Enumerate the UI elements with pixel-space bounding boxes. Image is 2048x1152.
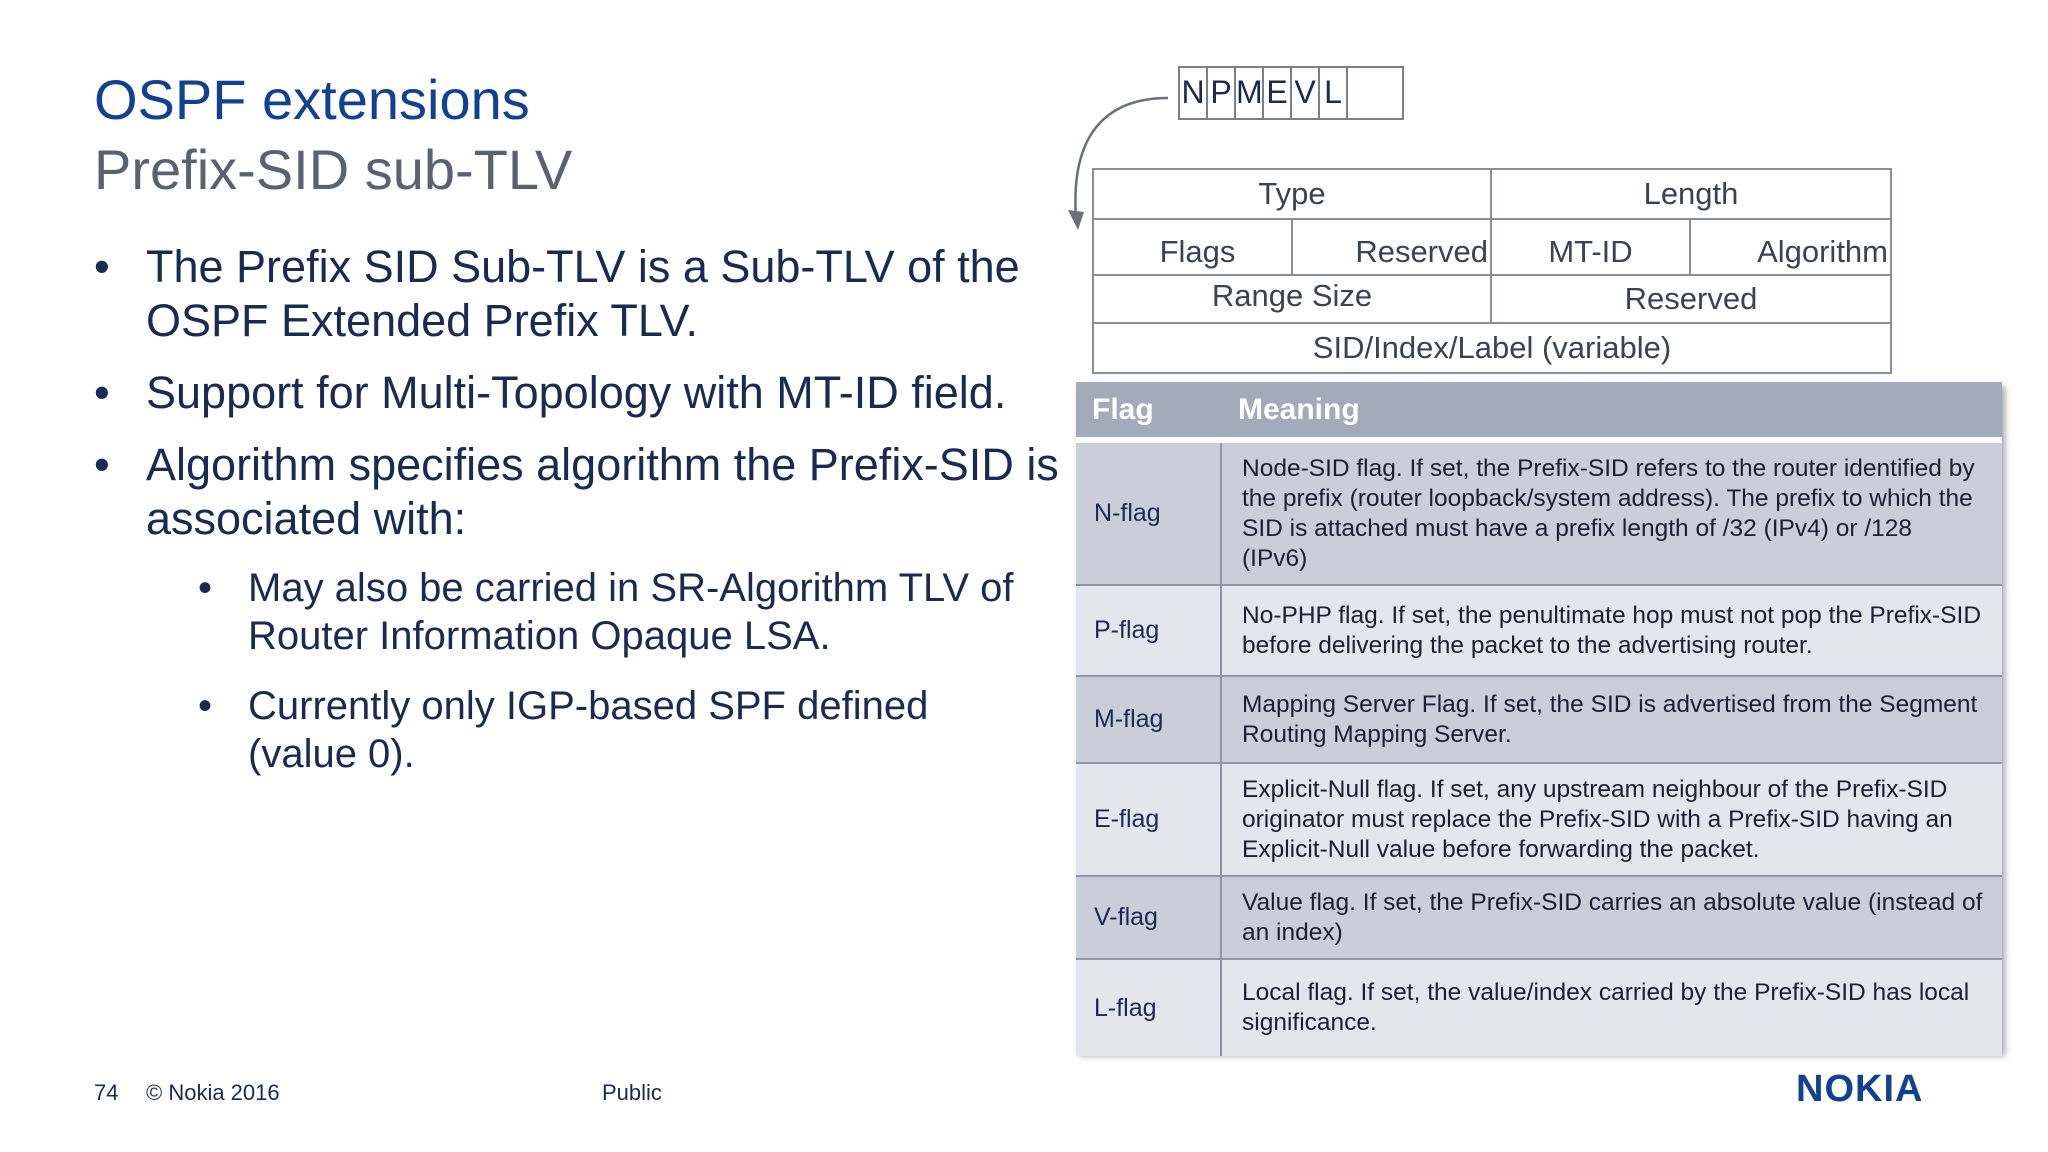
sub-bullet-text: May also be carried in SR-Algorithm TLV of Router Information Opaque LSA. — [248, 566, 1014, 658]
bullet-marker: • — [94, 439, 110, 490]
flag-bit-unused — [1348, 68, 1404, 118]
tlv-length: Length — [1643, 176, 1739, 211]
table-header — [1076, 382, 2002, 443]
slide-subtitle: Prefix-SID sub-TLV — [94, 138, 573, 201]
nokia-logo: NOKIA — [1796, 1068, 1924, 1110]
bullet-marker: • — [94, 367, 110, 418]
bullet-marker: • — [94, 241, 110, 292]
bullet-marker: • — [198, 684, 213, 728]
flag-bit-v: V — [1292, 68, 1320, 118]
classification-label: Public — [602, 1080, 662, 1105]
table-row — [1076, 586, 2002, 677]
sub-bullet-item — [198, 682, 968, 778]
tlv-flags: Flags — [1094, 220, 1293, 274]
flag-bits-field — [1178, 66, 1404, 120]
flag-cell: L-flag — [1076, 960, 1222, 1056]
flag-bit-l: L — [1320, 68, 1348, 118]
sub-bullet-item — [198, 564, 1028, 660]
table-row — [1076, 764, 2002, 877]
tlv-row-type-length — [1094, 170, 1890, 220]
flag-meaning-table — [1076, 382, 2002, 1052]
meaning-cell: Local flag. If set, the value/index carried by the Prefix-SID has local significance. — [1242, 979, 1970, 1036]
copyright: © Nokia 2016 — [146, 1080, 280, 1105]
meaning-cell: Node-SID flag. If set, the Prefix-SID refers to the router identified by the prefix (router loopback/system address). The prefix to which the SID is attached must have a prefix length of /32 (IPv4) or /128 (IPv6) — [1242, 454, 1975, 572]
flag-cell: P-flag — [1076, 586, 1222, 675]
flag-cell: V-flag — [1076, 877, 1222, 958]
tlv-sid-index-label: SID/Index/Label (variable) — [1312, 330, 1672, 365]
tlv-algorithm: Algorithm — [1757, 234, 1888, 269]
flag-bit-e: E — [1264, 68, 1292, 118]
table-row — [1076, 677, 2002, 764]
bullet-text: Algorithm specifies algorithm the Prefix-SID is associated with: — [146, 439, 1059, 544]
bullet-list — [94, 240, 1059, 800]
column-header-meaning: Meaning — [1238, 392, 1360, 426]
table-row — [1076, 877, 2002, 960]
meaning-cell: Explicit-Null flag. If set, any upstream neighbour of the Prefix-SID originator must replace the Prefix-SID with a Prefix-SID having an Explicit-Null value before forwarding the packet. — [1242, 775, 1953, 863]
bullet-item — [94, 366, 1106, 420]
meaning-cell: No-PHP flag. If set, the penultimate hop must not pop the Prefix-SID before delivering the packet to the advertising router. — [1242, 601, 1982, 659]
sub-bullet-text: Currently only IGP-based SPF defined (value 0). — [248, 684, 929, 776]
meaning-cell: Mapping Server Flag. If set, the SID is advertised from the Segment Routing Mapping Server. — [1242, 690, 1978, 748]
prefix-sid-tlv-diagram — [1092, 168, 1892, 374]
table-row — [1076, 443, 2002, 586]
flag-bit-p: P — [1208, 68, 1236, 118]
tlv-row-range — [1094, 276, 1890, 324]
column-header-flag: Flag — [1092, 392, 1154, 426]
flag-cell: N-flag — [1076, 443, 1222, 584]
meaning-cell: Value flag. If set, the Prefix-SID carries an absolute value (instead of an index) — [1242, 888, 1983, 946]
tlv-reserved: Reserved — [1293, 220, 1492, 274]
slide-title: OSPF extensions — [94, 68, 530, 131]
tlv-mt-id: MT-ID — [1492, 220, 1691, 274]
table-row — [1076, 960, 2002, 1056]
tlv-row-flags — [1094, 220, 1890, 276]
bullet-marker: • — [198, 566, 213, 610]
tlv-row-sid — [1094, 324, 1890, 372]
bullet-text: Support for Multi-Topology with MT-ID field. — [146, 367, 1007, 418]
tlv-reserved-2: Reserved — [1624, 281, 1758, 316]
bullet-item — [94, 438, 1066, 546]
tlv-type: Type — [1094, 170, 1492, 218]
flag-cell: M-flag — [1076, 677, 1222, 762]
flag-bit-n: N — [1180, 68, 1208, 118]
flag-cell: E-flag — [1076, 764, 1222, 875]
flag-bit-m: M — [1236, 68, 1264, 118]
tlv-range-size: Range Size — [1094, 276, 1492, 322]
bullet-item — [94, 240, 1076, 348]
bullet-text: The Prefix SID Sub-TLV is a Sub-TLV of the OSPF Extended Prefix TLV. — [146, 241, 1020, 346]
page-number: 74 — [94, 1080, 119, 1105]
